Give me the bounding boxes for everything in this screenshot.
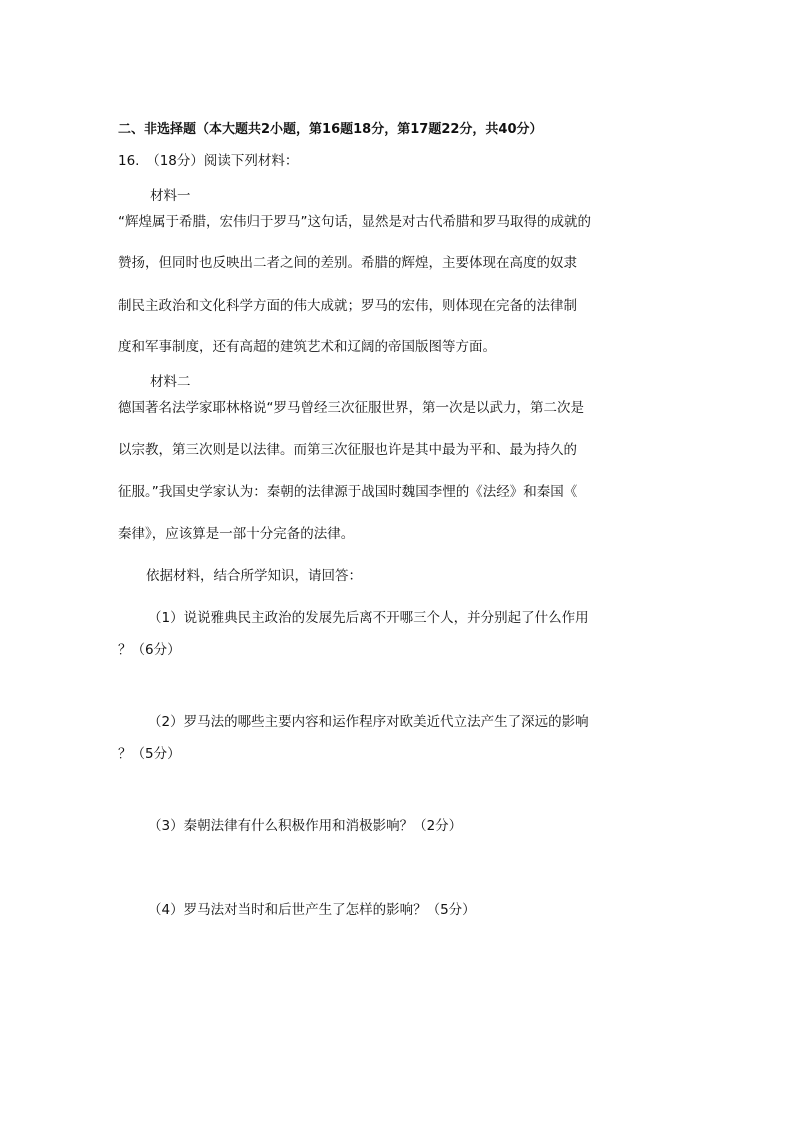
material-1-line: “辉煌属于希腊，宏伟归于罗马”这句话，显然是对古代希腊和罗马取得的成就的 bbox=[118, 214, 591, 230]
material-2-line: 秦律》，应该算是一部十分完备的法律。 bbox=[118, 526, 355, 542]
subquestion-1: （1）说说雅典民主政治的发展先后离不开哪三个人，并分别起了什么作用 bbox=[148, 610, 589, 626]
material-2-line: 德国著名法学家耶林格说“罗马曾经三次征服世界，第一次是以武力，第二次是 bbox=[118, 400, 584, 416]
subquestion-3: （3）秦朝法律有什么积极作用和消极影响？（2分） bbox=[148, 818, 463, 834]
material-1-label: 材料一 bbox=[150, 188, 191, 204]
material-2-line: 征服。”我国史学家认为：秦朝的法律源于战国时魏国李悝的《法经》和秦国《 bbox=[118, 484, 578, 500]
subquestion-4: （4）罗马法对当时和后世产生了怎样的影响？（5分） bbox=[148, 902, 476, 918]
material-1-line: 赞扬，但同时也反映出二者之间的差别。希腊的辉煌，主要体现在高度的奴隶 bbox=[118, 255, 577, 271]
subquestion-1-continuation: ？（6分） bbox=[118, 642, 181, 658]
subquestion-2-continuation: ？（5分） bbox=[118, 746, 181, 762]
material-2-line: 以宗教，第三次则是以法律。而第三次征服也许是其中最为平和、最为持久的 bbox=[118, 442, 577, 458]
answer-prompt: 依据材料，结合所学知识，请回答： bbox=[146, 568, 362, 584]
subquestion-2: （2）罗马法的哪些主要内容和运作程序对欧美近代立法产生了深远的影响 bbox=[148, 714, 589, 730]
question-16-intro: 16. （18分）阅读下列材料： bbox=[118, 153, 299, 169]
material-2-label: 材料二 bbox=[150, 374, 191, 390]
section-heading: 二、非选择题（本大题共2小题，第16题18分，第17题22分，共40分） bbox=[118, 122, 543, 137]
material-1-line: 度和军事制度，还有高超的建筑艺术和辽阔的帝国版图等方面。 bbox=[118, 339, 496, 355]
material-1-line: 制民主政治和文化科学方面的伟大成就；罗马的宏伟，则体现在完备的法律制 bbox=[118, 298, 577, 314]
